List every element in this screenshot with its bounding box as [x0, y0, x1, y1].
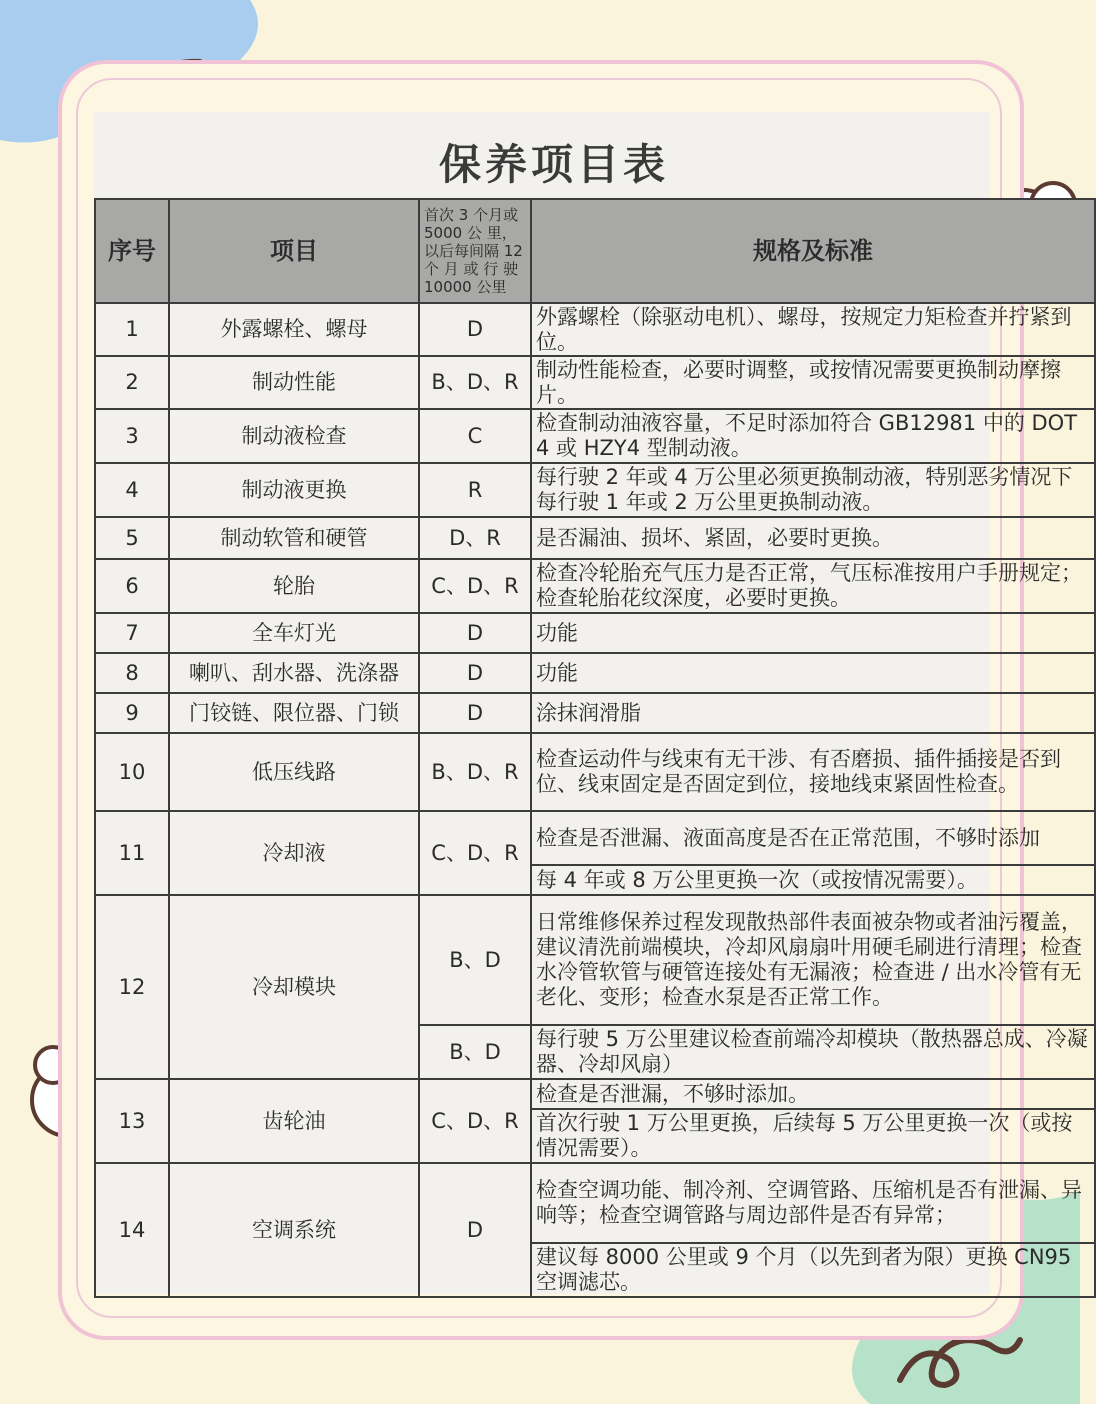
row-item: 制动液检查 — [169, 409, 419, 463]
row-no: 1 — [95, 303, 169, 356]
row-item: 轮胎 — [169, 559, 419, 613]
table-row — [95, 559, 1095, 613]
row-no: 13 — [95, 1079, 169, 1163]
row-code: D — [419, 303, 531, 356]
row-spec: 涂抹润滑脂 — [531, 693, 1095, 733]
row-no: 12 — [95, 895, 169, 1079]
table-row — [95, 463, 1095, 517]
row-code: C、D、R — [419, 559, 531, 613]
table-row — [95, 811, 1095, 865]
row-item: 冷却液 — [169, 811, 419, 895]
row-no: 6 — [95, 559, 169, 613]
table-row — [95, 613, 1095, 653]
row-no: 10 — [95, 733, 169, 811]
table-row — [95, 356, 1095, 409]
row-spec: 检查运动件与线束有无干涉、有否磨损、插件插接是否到位、线束固定是否固定到位，接地线束紧固性检查。 — [531, 733, 1095, 811]
header-item: 项目 — [169, 199, 419, 303]
row-code: C — [419, 409, 531, 463]
row-item: 齿轮油 — [169, 1079, 419, 1163]
row-spec: 功能 — [531, 653, 1095, 693]
row-spec: 外露螺栓（除驱动电机）、螺母，按规定力矩检查并拧紧到位。 — [531, 303, 1095, 356]
table-row — [95, 653, 1095, 693]
row-spec: 制动性能检查，必要时调整，或按情况需要更换制动摩擦片。 — [531, 356, 1095, 409]
row-code: B、D、R — [419, 733, 531, 811]
row-no: 8 — [95, 653, 169, 693]
row-no: 11 — [95, 811, 169, 895]
row-code: D — [419, 1163, 531, 1297]
row-spec: 检查冷轮胎充气压力是否正常，气压标准按用户手册规定；检查轮胎花纹深度，必要时更换。 — [531, 559, 1095, 613]
row-item: 门铰链、限位器、门锁 — [169, 693, 419, 733]
row-code: D、R — [419, 517, 531, 559]
row-no: 14 — [95, 1163, 169, 1297]
row-spec-secondary: 首次行驶 1 万公里更换，后续每 5 万公里更换一次（或按情况需要）。 — [531, 1109, 1095, 1163]
row-item: 低压线路 — [169, 733, 419, 811]
row-code: D — [419, 613, 531, 653]
row-spec: 是否漏油、损坏、紧固，必要时更换。 — [531, 517, 1095, 559]
maintenance-table — [94, 198, 1096, 1298]
table-row — [95, 733, 1095, 811]
row-code: R — [419, 463, 531, 517]
header-row — [95, 199, 1095, 303]
row-item: 制动液更换 — [169, 463, 419, 517]
header-frequency: 首次 3 个月或 5000 公 里，以后每间隔 12 个 月 或 行 驶 10000 公里 — [419, 199, 531, 303]
row-spec: 检查空调功能、制冷剂、空调管路、压缩机是否有泄漏、异响等；检查空调管路与周边部件是否有异常； — [531, 1163, 1095, 1243]
row-no: 4 — [95, 463, 169, 517]
header-spec: 规格及标准 — [531, 199, 1095, 303]
row-spec-secondary: 建议每 8000 公里或 9 个月（以先到者为限）更换 CN95 空调滤芯。 — [531, 1243, 1095, 1297]
row-spec: 检查是否泄漏、液面高度是否在正常范围，不够时添加 — [531, 811, 1095, 865]
row-item: 制动软管和硬管 — [169, 517, 419, 559]
row-item: 外露螺栓、螺母 — [169, 303, 419, 356]
document-title: 保养项目表 — [438, 140, 669, 189]
row-code: C、D、R — [419, 1079, 531, 1163]
row-item: 喇叭、刮水器、洗涤器 — [169, 653, 419, 693]
row-code: D — [419, 653, 531, 693]
row-item: 制动性能 — [169, 356, 419, 409]
row-spec: 检查是否泄漏，不够时添加。 — [531, 1079, 1095, 1109]
table-row — [95, 303, 1095, 356]
table-row — [95, 1079, 1095, 1109]
table-row — [95, 1163, 1095, 1243]
table-row — [95, 693, 1095, 733]
table-row — [95, 409, 1095, 463]
row-item: 冷却模块 — [169, 895, 419, 1079]
document-page — [94, 112, 1088, 1294]
row-item: 空调系统 — [169, 1163, 419, 1297]
header-no: 序号 — [95, 199, 169, 303]
row-code-secondary: B、D — [419, 1025, 531, 1079]
row-code: B、D — [419, 895, 531, 1025]
table-row — [95, 517, 1095, 559]
row-no: 5 — [95, 517, 169, 559]
row-spec: 每行驶 2 年或 4 万公里必须更换制动液，特别恶劣情况下每行驶 1 年或 2 万公里更换制动液。 — [531, 463, 1095, 517]
row-no: 3 — [95, 409, 169, 463]
row-spec-secondary: 每 4 年或 8 万公里更换一次（或按情况需要）。 — [531, 865, 1095, 895]
row-spec-secondary: 每行驶 5 万公里建议检查前端冷却模块（散热器总成、冷凝器、冷却风扇） — [531, 1025, 1095, 1079]
row-spec: 功能 — [531, 613, 1095, 653]
row-spec: 日常维修保养过程发现散热部件表面被杂物或者油污覆盖，建议清洗前端模块，冷却风扇扇叶用硬毛刷进行清理；检查水冷管软管与硬管连接处有无漏液；检查进 / 出水冷管有无老化、变形；检查水泵是否正常工作。 — [531, 895, 1095, 1025]
row-code: D — [419, 693, 531, 733]
row-no: 9 — [95, 693, 169, 733]
row-code: C、D、R — [419, 811, 531, 895]
row-no: 7 — [95, 613, 169, 653]
row-spec: 检查制动油液容量，不足时添加符合 GB12981 中的 DOT4 或 HZY4 型制动液。 — [531, 409, 1095, 463]
row-no: 2 — [95, 356, 169, 409]
table-row — [95, 895, 1095, 1025]
row-item: 全车灯光 — [169, 613, 419, 653]
row-code: B、D、R — [419, 356, 531, 409]
